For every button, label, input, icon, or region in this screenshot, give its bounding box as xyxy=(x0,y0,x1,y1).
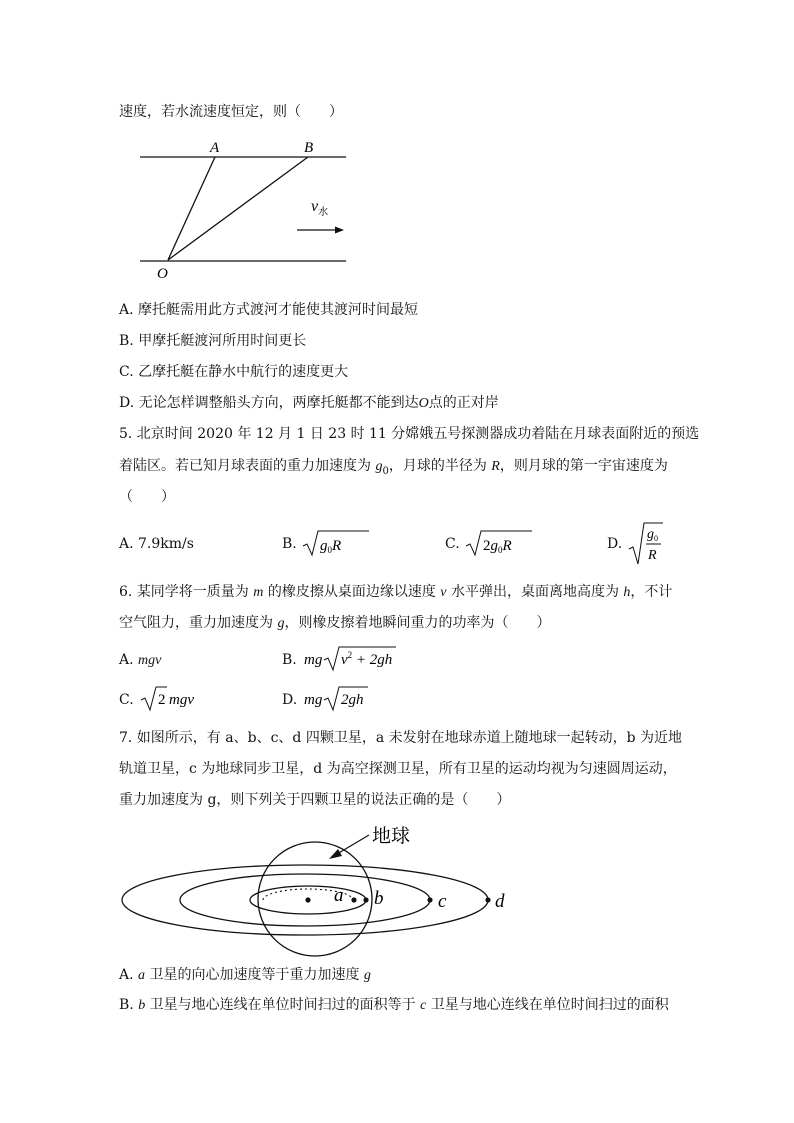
r-symbol: R xyxy=(648,548,657,563)
mg-term: mg xyxy=(304,692,323,708)
satellite-b-label: b xyxy=(374,888,384,909)
q6-g-symbol: g xyxy=(277,616,285,631)
q6-text: 6. 某同学将一质量为 xyxy=(119,584,254,600)
radicand: 2gh xyxy=(341,692,364,708)
q5-stem-line-3: （ ） xyxy=(119,489,175,505)
q6-option-b-formula xyxy=(304,644,414,674)
q6-text: 空气阻力，重力加速度为 xyxy=(119,615,278,631)
q4-option-d xyxy=(119,393,499,414)
arrow-head xyxy=(335,227,344,234)
q5-r-symbol: R xyxy=(491,459,500,474)
q5-option-d-label: D. xyxy=(607,536,623,552)
mg-term: mg xyxy=(304,652,323,668)
q6-option-a-expr: mgv xyxy=(138,653,162,668)
symbol-g: g xyxy=(363,968,371,983)
q4-option-a: A. 摩托艇需用此方式渡河才能使其渡河时间最短 xyxy=(119,302,419,318)
q7-stem-line-1: 7. 如图所示，有 a、b、c、d 四颗卫星，a 未发射在地球赤道上随地球一起转动，b 为近地 xyxy=(119,730,683,746)
orbit-d xyxy=(122,865,488,935)
v-symbol: v xyxy=(341,652,348,668)
svg-text:2g0R xyxy=(483,538,512,555)
q7-stem-line-3: 重力加速度为 g，则下列关于四颗卫星的说法正确的是（ ） xyxy=(119,792,511,808)
point-a-label: A xyxy=(210,140,220,156)
q4-option-b: B. 甲摩托艇渡河所用时间更长 xyxy=(119,333,307,349)
q6-stem-line-1 xyxy=(119,582,672,603)
svg-text:g0 xyxy=(647,527,658,543)
earth-label: 地球 xyxy=(372,825,411,847)
two-radicand: 2 xyxy=(158,692,166,708)
g-symbol: g xyxy=(490,538,498,554)
q6-option-c-formula xyxy=(139,684,219,714)
river-crossing-figure xyxy=(135,135,375,285)
q6-text: 水平弹出，桌面离地高度为 xyxy=(446,584,624,600)
q5-option-b-formula xyxy=(301,528,371,558)
g-symbol: g xyxy=(647,527,654,542)
mgv-term: mgv xyxy=(169,692,194,708)
velocity-subscript: 水 xyxy=(318,207,329,218)
q7-option-a xyxy=(119,965,371,986)
satellite-d-dot xyxy=(485,897,490,902)
q5-option-c-formula xyxy=(464,528,534,558)
q6-text: ，则橡皮擦着地瞬间重力的功率为（ ） xyxy=(284,615,551,631)
q4-option-c: C. 乙摩托艇在静水中航行的速度更大 xyxy=(119,364,349,380)
r-symbol: R xyxy=(332,538,342,554)
earth-pointer-head xyxy=(329,849,342,859)
option-label: B. xyxy=(119,997,139,1013)
option-text: 卫星的向心加速度等于重力加速度 xyxy=(145,967,364,983)
q4-option-d-text: D. 无论怎样调整船头方向，两摩托艇都不能到达 xyxy=(119,395,419,411)
squared-exponent: 2 xyxy=(347,650,353,660)
q4-option-d-var: O xyxy=(418,396,429,411)
point-o-label: O xyxy=(157,266,168,282)
two-coefficient: 2 xyxy=(483,538,491,554)
satellite-a-dot xyxy=(351,897,356,902)
svg-text:g0R xyxy=(320,538,341,555)
q6-v-symbol: v xyxy=(440,585,447,600)
point-b-label: B xyxy=(304,140,314,156)
satellite-c-dot xyxy=(427,897,432,902)
q6-option-c-label: C. xyxy=(119,692,134,708)
r-symbol: R xyxy=(502,538,512,554)
q6-option-b-label: B. xyxy=(282,652,297,668)
satellite-c-label: c xyxy=(438,891,447,912)
water-velocity-label xyxy=(311,198,328,218)
q7-stem-line-2: 轨道卫星，c 为地球同步卫星，d 为高空探测卫星，所有卫星的运动均视为匀速圆周运动， xyxy=(119,761,677,777)
velocity-symbol: v xyxy=(311,198,319,215)
q5-option-b-label: B. xyxy=(282,536,297,552)
symbol-b: b xyxy=(138,998,146,1013)
q4-option-d-text-end: 点的正对岸 xyxy=(428,395,499,411)
g-symbol: g xyxy=(320,538,328,554)
path-ob-line xyxy=(168,157,308,260)
q6-text: 的橡皮擦从桌面边缘以速度 xyxy=(263,584,441,600)
q6-stem-line-2 xyxy=(119,613,550,634)
zero-subscript: 0 xyxy=(654,534,658,543)
option-text: 卫星与地心连线在单位时间扫过的面积 xyxy=(426,997,669,1013)
q5-option-a: A. 7.9km/s xyxy=(119,536,194,552)
q5-g-symbol: g xyxy=(375,459,383,474)
q5-stem-line-1: 5. 北京时间 2020 年 12 月 1 日 23 时 11 分嫦娥五号探测器成功着陆在月球表面附近的预选 xyxy=(119,426,700,442)
option-label: A. xyxy=(119,967,139,983)
rest-term: + 2gh xyxy=(352,652,393,668)
option-text: 卫星与地心连线在单位时间扫过的面积等于 xyxy=(145,997,421,1013)
q5-text: ，则月球的第一宇宙速度为 xyxy=(499,458,668,474)
q6-m-symbol: m xyxy=(253,585,264,600)
question-4-stem-tail: 速度，若水流速度恒定，则（ ） xyxy=(119,104,343,120)
q5-option-d-formula xyxy=(627,521,677,567)
earth-center-dot xyxy=(305,897,310,902)
q7-option-b xyxy=(119,995,669,1016)
path-oa-line xyxy=(168,157,215,260)
q5-g-subscript: 0 xyxy=(382,465,389,477)
q6-option-d-label: D. xyxy=(282,692,298,708)
q5-text: ，月球的半径为 xyxy=(388,458,492,474)
svg-text:v2 + 2gh xyxy=(341,650,392,668)
q5-option-c-label: C. xyxy=(445,536,460,552)
symbol-c: c xyxy=(420,998,427,1013)
satellite-orbit-figure xyxy=(118,818,538,948)
satellite-b-dot xyxy=(363,897,368,902)
satellite-a-label: a xyxy=(334,885,344,906)
q5-text: 着陆区。若已知月球表面的重力加速度为 xyxy=(119,458,376,474)
satellite-d-label: d xyxy=(495,891,505,912)
q6-option-a xyxy=(119,650,161,671)
zero-subscript: 0 xyxy=(498,545,503,555)
q5-stem-line-2 xyxy=(119,456,668,482)
symbol-a: a xyxy=(138,968,146,983)
orbit-c xyxy=(180,874,430,926)
q6-text: ，不计 xyxy=(630,584,673,600)
option-label: A. xyxy=(119,652,134,668)
q6-h-symbol: h xyxy=(623,585,631,600)
zero-subscript: 0 xyxy=(327,545,332,555)
q6-option-d-formula xyxy=(304,684,394,714)
